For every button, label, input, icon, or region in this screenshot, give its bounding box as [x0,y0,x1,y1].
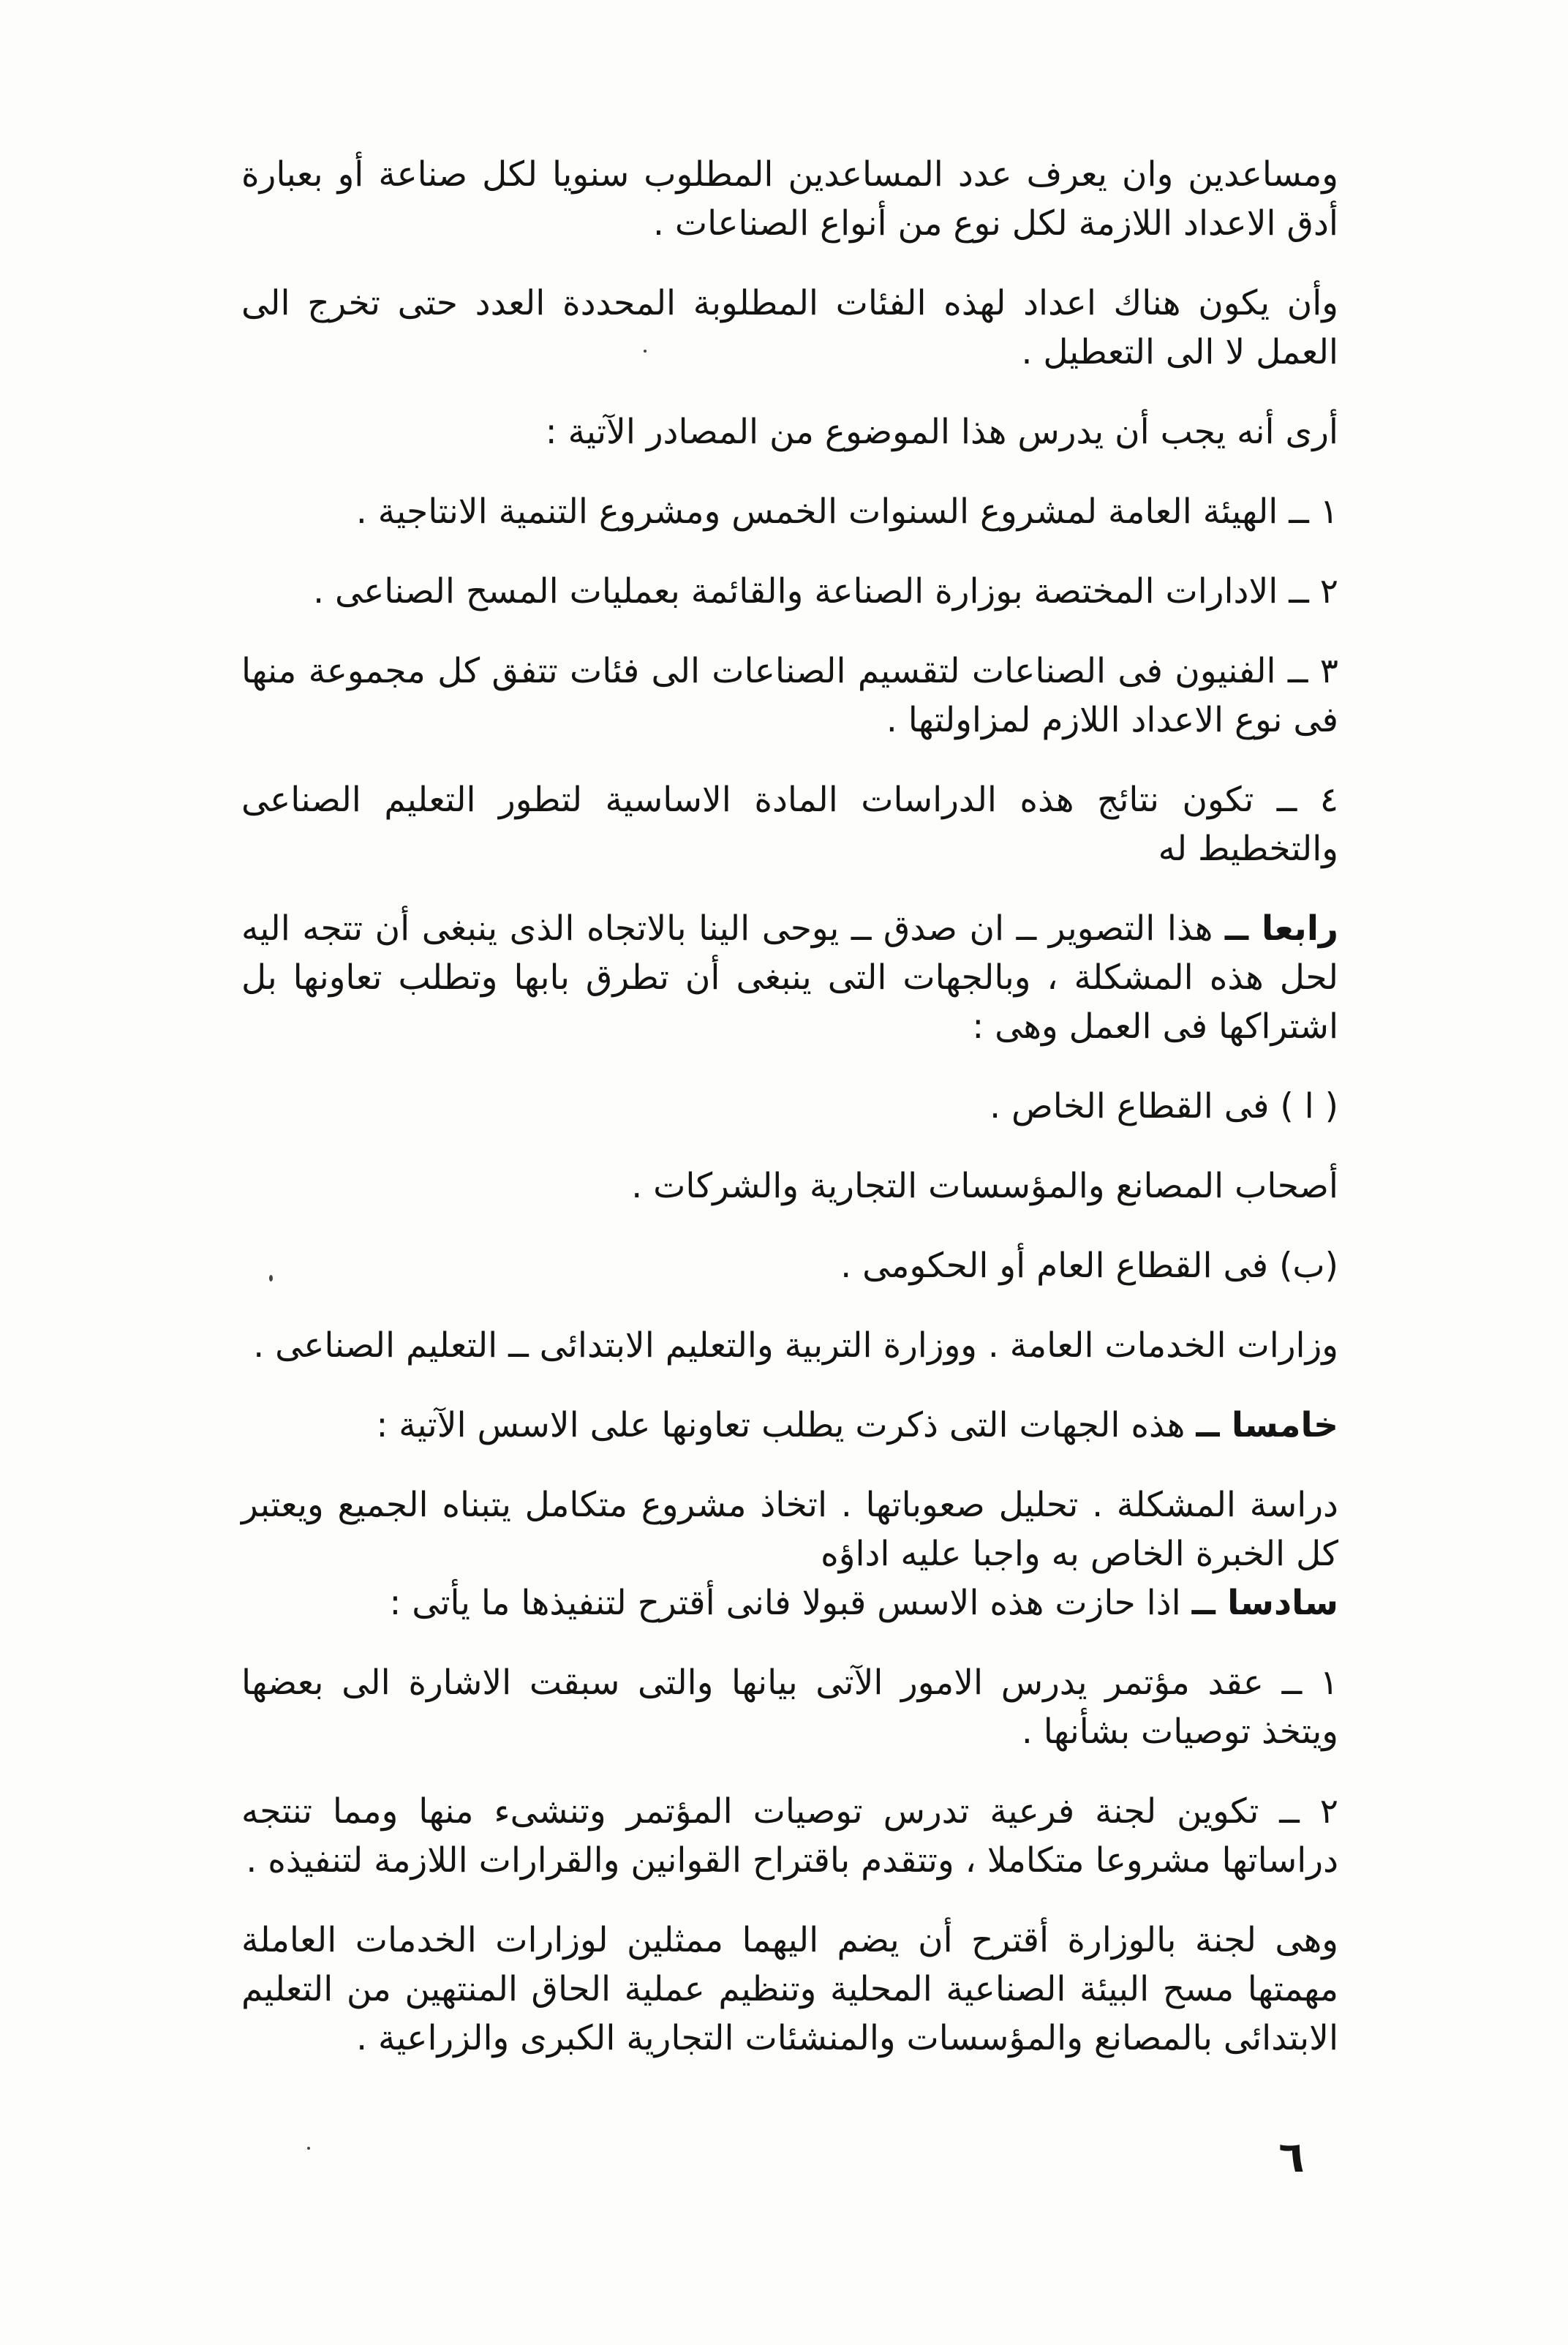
list-item [241,775,1338,873]
paragraph-text: وزارات الخدمات العامة . ووزارة التربية والتعليم الابتدائى ــ التعليم الصناعى . [253,1325,1338,1366]
page-number: ٦ [1278,2132,1305,2182]
paragraph [241,1480,1338,1578]
paragraph-text: ومساعدين وان يعرف عدد المساعدين المطلوب سنويا لكل صناعة أو بعبارة أدق الاعداد اللازمة لكل نوع من أنواع الصناعات . [241,154,1338,244]
list-item-text: ٣ ــ الفنيون فى الصناعات لتقسيم الصناعات الى فئات تتفق كل مجموعة منها فى نوع الاعداد اللازم لمزاولتها . [241,651,1338,740]
body-text [241,150,1338,2093]
paragraph-text: وأن يكون هناك اعداد لهذه الفئات المطلوبة المحددة العدد حتى تخرج الى العمل لا الى التعطيل . [241,283,1338,372]
sub-heading [241,1082,1338,1131]
list-item [241,567,1338,616]
scan-speck [307,2147,310,2150]
section-paragraph [241,1401,1338,1450]
list-item-text: ١ ــ الهيئة العامة لمشروع السنوات الخمس ومشروع التنمية الانتاجية . [355,492,1338,532]
paragraph-text: أصحاب المصانع والمؤسسات التجارية والشركات . [631,1166,1338,1206]
section-paragraph [241,904,1338,1051]
list-item-text: ١ ــ عقد مؤتمر يدرس الامور الآتى بيانها والتى سبقت الاشارة الى بعضها ويتخذ توصيات بشأنها . [241,1663,1338,1752]
paragraph [241,1916,1338,2063]
paragraph-text: اذا حازت هذه الاسس قبولا فانى أقترح لتنفيذها ما يأتى : [389,1583,1192,1623]
paragraph [241,1321,1338,1370]
list-item-text: ٤ ــ تكون نتائج هذه الدراسات المادة الاساسية لتطور التعليم الصناعى والتخطيط له [241,780,1338,869]
sub-heading-text: ( ا ) فى القطاع الخاص . [990,1086,1338,1126]
list-item [241,647,1338,745]
list-item [241,1787,1338,1885]
list-item [241,487,1338,536]
section-paragraph [241,1578,1338,1627]
section-lead: سادسا ــ [1191,1583,1338,1623]
paragraph-text: أرى أنه يجب أن يدرس هذا الموضوع من المصادر الآتية : [545,412,1338,452]
paragraph [241,279,1338,377]
scan-speck [644,350,647,353]
list-item-text: ٢ ــ تكوين لجنة فرعية تدرس توصيات المؤتمر وتنشىء منها ومما تنتجه دراساتها مشروعا متكاملا ، وتتقدم باقتراح القوانين والقرارات اللازمة لتنفيذه . [241,1791,1338,1881]
paragraph [241,1162,1338,1211]
list-item [241,1658,1338,1756]
paragraph [241,150,1338,248]
list-item-text: ٢ ــ الادارات المختصة بوزارة الصناعة والقائمة بعمليات المسح الصناعى . [313,571,1338,611]
sub-heading [241,1241,1338,1290]
sub-heading-text: (ب) فى القطاع العام أو الحكومى . [840,1246,1338,1286]
paragraph-text: هذا التصوير ــ ان صدق ــ يوحى الينا بالاتجاه الذى ينبغى أن تتجه اليه لحل هذه المشكلة ، وبالجهات التى ينبغى أن تطرق بابها وتطلب تعاونها بل اشتراكها فى العمل وهى : [241,908,1338,1047]
paragraph-text: وهى لجنة بالوزارة أقترح أن يضم اليهما ممثلين لوزارات الخدمات العاملة مهمتها مسح البيئة الصناعية المحلية وتنظيم عملية الحاق المنتهين من التعليم الابتدائى بالمصانع والمؤسسات والمنشئات التجارية الكبرى والزراعية . [241,1920,1338,2058]
scan-speck [269,1275,273,1281]
paragraph [241,407,1338,456]
section-lead: رابعا ــ [1224,908,1338,949]
section-lead: خامسا ــ [1196,1405,1338,1445]
paragraph-text: دراسة المشكلة . تحليل صعوباتها . اتخاذ مشروع متكامل يتبناه الجميع ويعتبر كل الخبرة الخاص به واجبا عليه اداؤه [241,1485,1338,1574]
paragraph-text: هذه الجهات التى ذكرت يطلب تعاونها على الاسس الآتية : [376,1405,1196,1445]
